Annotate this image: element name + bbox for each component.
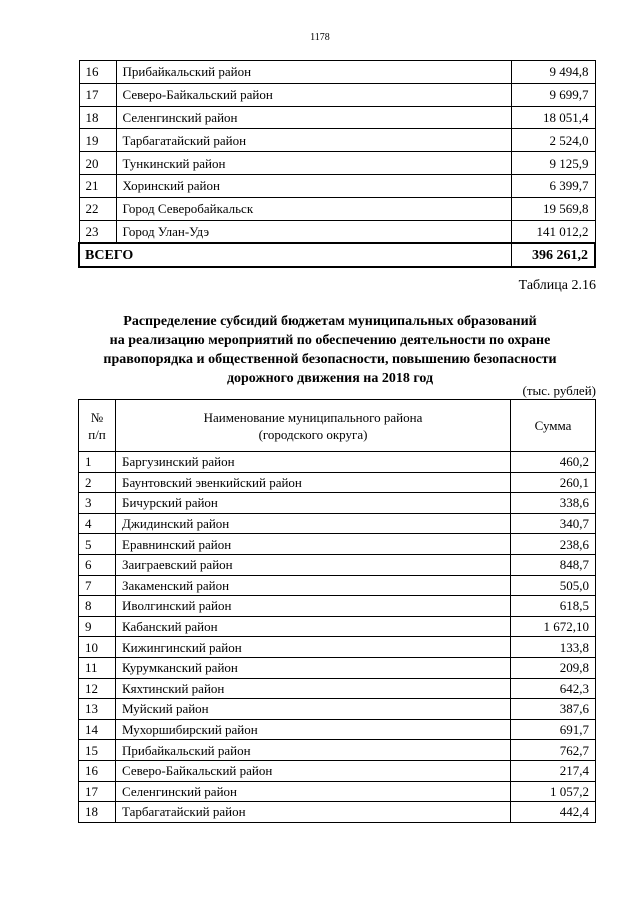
- row-name: Баргузинский район: [116, 452, 511, 473]
- row-amount: 260,1: [511, 472, 596, 493]
- row-number: 3: [79, 493, 116, 514]
- row-name: Муйский район: [116, 699, 511, 720]
- row-amount: 1 672,10: [511, 616, 596, 637]
- table-row: [79, 699, 596, 720]
- row-amount: 133,8: [511, 637, 596, 658]
- row-amount: 209,8: [511, 657, 596, 678]
- table-row: [79, 596, 596, 617]
- row-name: Северо-Байкальский район: [116, 83, 511, 106]
- row-number: 7: [79, 575, 116, 596]
- row-name: Баунтовский эвенкийский район: [116, 472, 511, 493]
- header-num-line2: п/п: [88, 426, 106, 442]
- table-row: [79, 493, 596, 514]
- row-number: 10: [79, 637, 116, 658]
- row-amount: 217,4: [511, 760, 596, 781]
- table-row: [79, 575, 596, 596]
- page-number: 1178: [310, 32, 330, 43]
- row-number: 19: [79, 129, 116, 152]
- table-row: [79, 472, 596, 493]
- row-number: 15: [79, 740, 116, 761]
- table-row: [79, 83, 595, 106]
- row-number: 1: [79, 452, 116, 473]
- row-amount: 460,2: [511, 452, 596, 473]
- total-row: [79, 243, 595, 267]
- row-number: 13: [79, 699, 116, 720]
- table-title-line: правопорядка и общественной безопасности, повышению безопасности: [103, 352, 557, 367]
- header-name-line1: Наименование муниципального района: [203, 409, 423, 425]
- table-row: [79, 220, 595, 243]
- row-number: 2: [79, 472, 116, 493]
- row-number: 5: [79, 534, 116, 555]
- row-number: 21: [79, 174, 116, 197]
- table-row: [79, 616, 596, 637]
- row-number: 18: [79, 106, 116, 129]
- table-continued-body: [79, 61, 595, 268]
- row-number: 20: [79, 152, 116, 175]
- table-row: [79, 637, 596, 658]
- row-amount: 505,0: [511, 575, 596, 596]
- header-name-line2: (городского округа): [258, 426, 368, 442]
- row-number: 17: [79, 781, 116, 802]
- row-name: Еравнинский район: [116, 534, 511, 555]
- table-row: [79, 760, 596, 781]
- table-row: [79, 61, 595, 84]
- table-header-row: [79, 400, 596, 452]
- row-name: Город Северобайкальск: [116, 197, 511, 220]
- header-amount: Сумма: [511, 400, 596, 452]
- table-row: [79, 452, 596, 473]
- table-row: [79, 174, 595, 197]
- row-amount: 442,4: [511, 802, 596, 823]
- table-row: [79, 678, 596, 699]
- table-title-line: на реализацию мероприятий по обеспечению деятельности по охране: [109, 333, 551, 348]
- table-row: [79, 719, 596, 740]
- row-amount: 338,6: [511, 493, 596, 514]
- table-title-line: дорожного движения на 2018 год: [226, 371, 434, 386]
- row-number: 18: [79, 802, 116, 823]
- row-amount: 9 699,7: [511, 83, 595, 106]
- row-amount: 141 012,2: [511, 220, 595, 243]
- row-number: 9: [79, 616, 116, 637]
- row-amount: 2 524,0: [511, 129, 595, 152]
- header-num-line1: №: [90, 409, 104, 425]
- row-number: 8: [79, 596, 116, 617]
- row-name: Тункинский район: [116, 152, 511, 175]
- row-name: Город Улан-Удэ: [116, 220, 511, 243]
- row-name: Иволгинский район: [116, 596, 511, 617]
- row-amount: 18 051,4: [511, 106, 595, 129]
- table-row: [79, 106, 595, 129]
- row-amount: 387,6: [511, 699, 596, 720]
- row-name: Закаменский район: [116, 575, 511, 596]
- row-name: Прибайкальский район: [116, 61, 511, 84]
- table-row: [79, 554, 596, 575]
- row-amount: 9 494,8: [511, 61, 595, 84]
- table-row: [79, 781, 596, 802]
- units-label: (тыс. рублей): [522, 383, 596, 398]
- table-label: Таблица 2.16: [518, 278, 596, 293]
- row-number: 14: [79, 719, 116, 740]
- row-amount: 691,7: [511, 719, 596, 740]
- table-continued: [78, 60, 596, 268]
- row-name: Кабанский район: [116, 616, 511, 637]
- row-name: Джидинский район: [116, 513, 511, 534]
- table-row: [79, 197, 595, 220]
- table-title: [60, 312, 600, 388]
- row-number: 23: [79, 220, 116, 243]
- total-amount: 396 261,2: [511, 243, 595, 267]
- header-num: [79, 400, 116, 452]
- table-row: [79, 513, 596, 534]
- row-name: Северо-Байкальский район: [116, 760, 511, 781]
- row-name: Тарбагатайский район: [116, 802, 511, 823]
- row-amount: 642,3: [511, 678, 596, 699]
- table-title-line: Распределение субсидий бюджетам муниципальных образований: [123, 314, 537, 329]
- row-number: 11: [79, 657, 116, 678]
- total-label: ВСЕГО: [79, 243, 511, 267]
- row-amount: 19 569,8: [511, 197, 595, 220]
- row-number: 22: [79, 197, 116, 220]
- table-row: [79, 802, 596, 823]
- row-name: Заиграевский район: [116, 554, 511, 575]
- table-row: [79, 152, 595, 175]
- row-number: 17: [79, 83, 116, 106]
- header-name: [116, 400, 511, 452]
- row-amount: 238,6: [511, 534, 596, 555]
- row-amount: 762,7: [511, 740, 596, 761]
- row-amount: 340,7: [511, 513, 596, 534]
- row-name: Тарбагатайский район: [116, 129, 511, 152]
- row-name: Бичурский район: [116, 493, 511, 514]
- row-name: Кяхтинский район: [116, 678, 511, 699]
- table-row: [79, 534, 596, 555]
- subsidies-table: [78, 399, 596, 823]
- subsidies-table-body: [79, 452, 596, 823]
- table-row: [79, 129, 595, 152]
- row-number: 6: [79, 554, 116, 575]
- row-amount: 1 057,2: [511, 781, 596, 802]
- row-amount: 848,7: [511, 554, 596, 575]
- row-number: 16: [79, 61, 116, 84]
- row-amount: 618,5: [511, 596, 596, 617]
- row-name: Мухоршибирский район: [116, 719, 511, 740]
- row-name: Селенгинский район: [116, 106, 511, 129]
- row-number: 16: [79, 760, 116, 781]
- row-name: Курумканский район: [116, 657, 511, 678]
- row-name: Прибайкальский район: [116, 740, 511, 761]
- row-name: Селенгинский район: [116, 781, 511, 802]
- table-row: [79, 740, 596, 761]
- row-amount: 9 125,9: [511, 152, 595, 175]
- table-row: [79, 657, 596, 678]
- row-number: 12: [79, 678, 116, 699]
- row-name: Кижингинский район: [116, 637, 511, 658]
- row-name: Хоринский район: [116, 174, 511, 197]
- row-amount: 6 399,7: [511, 174, 595, 197]
- row-number: 4: [79, 513, 116, 534]
